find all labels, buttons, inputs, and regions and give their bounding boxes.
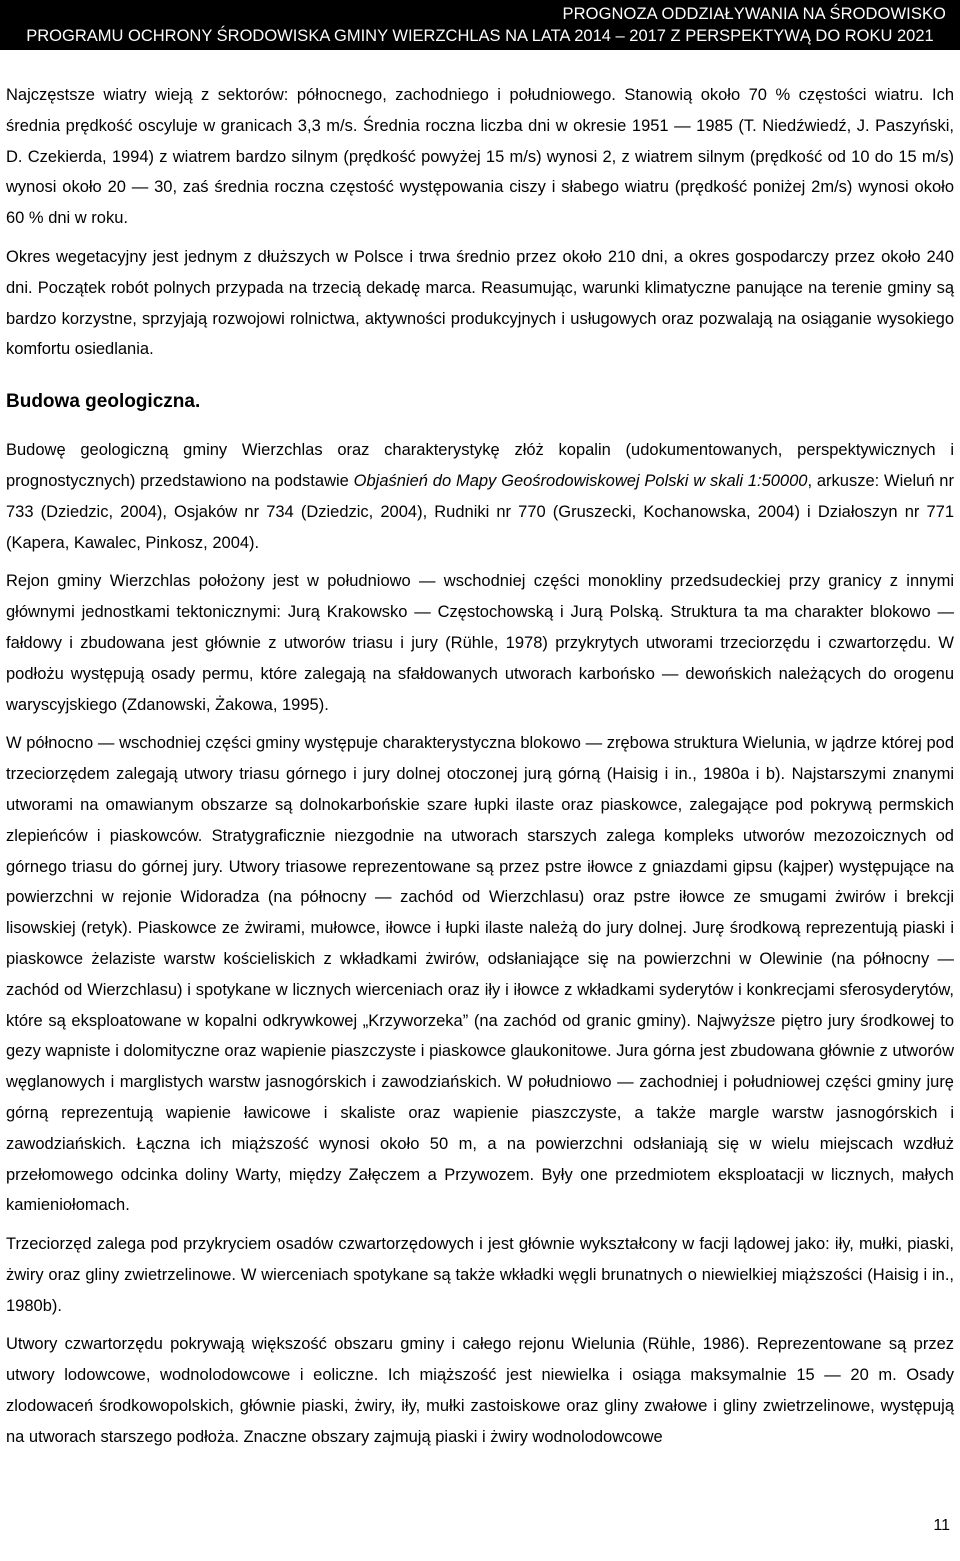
document-body [6,80,954,1453]
paragraph-geology-sources [6,435,954,558]
paragraph-wind: Najczęstsze wiatry wieją z sektorów: północnego, zachodniego i południowego. Stanowią około 70 % częstości wiatru. Ich średnia prędkość oscyluje w granicach 3,3 m/s. Średnia roczna liczba dni w okresie 1951 — 1985 (T. Niedźwiedź, J. Paszyński, D. Czekierda, 1994) z wiatrem bardzo silnym (prędkość powyżej 15 m/s) wynosi 2, z wiatrem silnym (prędkość od 10 do 15 m/s) wynosi około 20 — 30, zaś średnia roczna częstość występowania ciszy i słabego wiatru (prędkość poniżej 2m/s) wynosi około 60 % dni w roku. [6,86,954,228]
header-title-line2: PROGRAMU OCHRONY ŚRODOWISKA GMINY WIERZCHLAS NA LATA 2014 – 2017 Z PERSPEKTYWĄ DO ROKU 2021 [26,27,934,45]
paragraph-tertiary: Trzeciorzęd zalega pod przykryciem osadów czwartorzędowych i jest głównie wykształcony w facji lądowej jako: iły, mułki, piaski, żwiry oraz gliny zwietrzelinowe. W wierceniach spotykane są także wkładki węgli brunatnych o niewielkiej miąższości (Haisig i in., 1980b). [6,1235,954,1315]
page-header [0,0,960,50]
page-number: 11 [933,1517,950,1534]
section-heading-geology: Budowa geologiczna. [6,391,201,413]
paragraph-vegetation: Okres wegetacyjny jest jednym z dłuższych w Polsce i trwa średnio przez około 210 dni, a okres gospodarczy przez około 240 dni. Początek robót polnych przypada na trzecią dekadę marca. Reasumując, warunki klimatyczne panujące na terenie gminy są bardzo korzystne, sprzyjają rozwojowi rolnictwa, aktywności produkcyjnych i usługowych oraz pozwalają na osiąganie wysokiego komfortu osiedlania. [6,247,954,359]
paragraph-geology-sources-start: Budowę geologiczną gminy Wierzchlas oraz charakterystykę złóż kopalin (udokumentowanych, perspektywicznych i prognostycznych) przedstawiono na podstawie [6,441,954,490]
paragraph-stratigraphy: W północno — wschodniej części gminy występuje charakterystyczna blokowo — zrębowa struktura Wielunia, w jądrze której pod trzeciorzędem zalegają utwory triasu górnego i jury dolnej otoczonej jurą górną (Haisig i in., 1980a i b). Najstarszymi znanymi utworami na omawianym obszarze są dolnokarbońskie szare łupki ilaste oraz piaskowce, zalegające pod pokrywą permskich zlepieńców i piaskowców. Stratygraficznie niezgodnie na utworach starszych zalega kompleks utworów mezozoicznych od górnego triasu do górnej jury. Utwory triasowe reprezentowane są przez pstre iłowce z gniazdami gipsu (kajper) występujące na powierzchni w rejonie Widoradza (na północny — zachód od Wierzchlasu) oraz pstre iłowce ze smugami żwirów i brekcji lisowskiej (retyk). Piaskowce ze żwirami, mułowce, iłowce i łupki ilaste należą do jury dolnej. Jurę środkową reprezentują piaski i piaskowce żelaziste warstw kościeliskich z wkładkami żwirów, odsłaniające się na powierzchni w Olewinie (na północny — zachód od Wierzchlasu) i spotykane w licznych wierceniach oraz iły i iłowce z wkładkami syderytów i konkrecjami sferosyderytów, które są eksploatowane w kopalni odkrywkowej „Krzyworzeka” (na zachód od granic gminy). Najwyższe piętro jury środkowej to gezy wapniste i dolomityczne oraz wapienie piaszczyste i piaskowce glaukonitowe. Jura górna jest zbudowana głównie z utworów węglanowych i marglistych warstw jasnogórskich i zawodziańskich. W południowo — zachodniej i południowej części gminy jurę górną reprezentują wapienie ławicowe i skaliste oraz wapienie piaszczyste, a także margle warstw jasnogórskich i zawodziańskich. Łączna ich miąższość wynosi około 50 m, a na powierzchni odsłaniają się w wielu miejscach wzdłuż przełomowego odcinka doliny Warty, między Załęczem a Przywozem. Były one przedmiotem eksploatacji w licznych, małych kamieniołomach. [6,734,954,1215]
paragraph-quaternary: Utwory czwartorzędu pokrywają większość obszaru gminy i całego rejonu Wielunia (Rühle, 1986). Reprezentowane są przez utwory lodowcowe, wodnolodowcowe i eoliczne. Ich miąższość jest niewielka i osiąga maksymalnie 15 — 20 m. Osady zlodowaceń środkowopolskich, głównie piaski, żwiry, iły, mułki zastoiskowe oraz gliny zwałowe i gliny zwietrzelinowe, występują na utworach starszego podłoża. Znaczne obszary zajmują piaski i żwiry wodnolodowcowe [6,1335,954,1446]
header-title-line1: PROGNOZA ODDZIAŁYWANIA NA ŚRODOWISKO [562,5,946,23]
paragraph-tectonics: Rejon gminy Wierzchlas położony jest w południowo — wschodniej części monokliny przedsudeckiej przy granicy z innymi głównymi jednostkami tektonicznymi: Jurą Krakowsko — Częstochowską i Jurą Polską. Struktura ta ma charakter blokowo — fałdowy i zbudowana jest głównie z utworów triasu i jury (Rühle, 1978) przykrytych utworami trzeciorzędu i czwartorzędu. W podłożu występują osady permu, które zalegają na sfałdowanych utworach karbońsko — dewońskich należących do orogenu waryscyjskiego (Zdanowski, Żakowa, 1995). [6,572,954,714]
paragraph-geology-sources-end: , arkusze: Wieluń nr 733 (Dziedzic, 2004), Osjaków nr 734 (Dziedzic, 2004), Rudniki nr 770 (Gruszecki, Kochanowska, 2004) i Działoszyn nr 771 (Kapera, Kawalec, Pinkosz, 2004). [6,471,954,552]
cited-work-title: Objaśnień do Mapy Geośrodowiskowej Polski w skali 1:50000 [353,471,808,490]
